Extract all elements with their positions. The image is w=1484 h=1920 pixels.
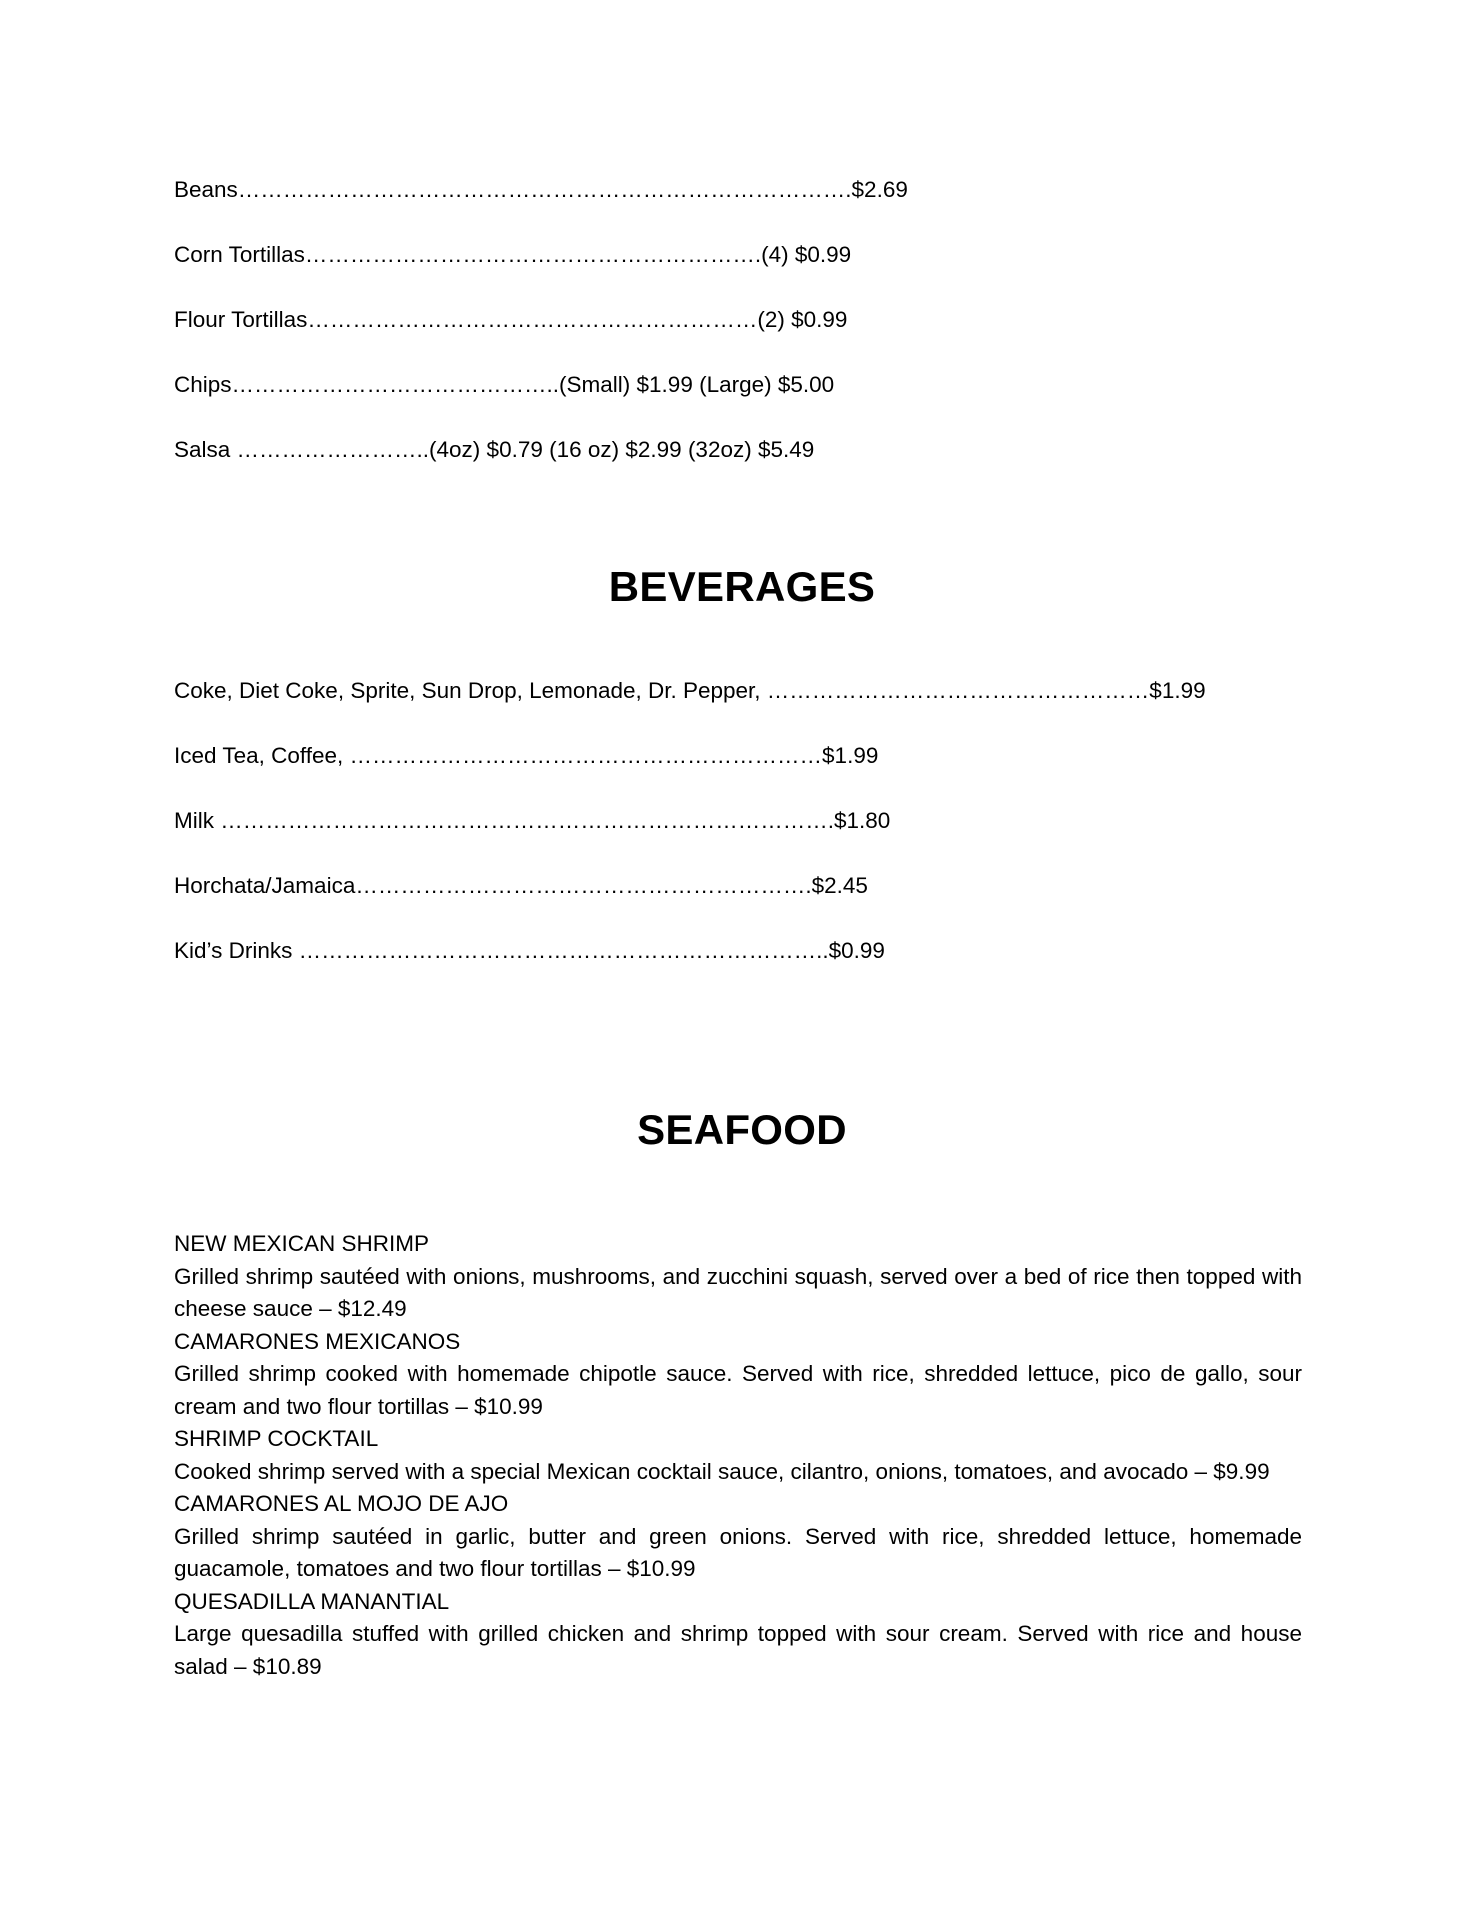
- beverage-item-kids-drinks: Kid’s Drinks ……………………………………………………………..$0.99: [174, 938, 885, 963]
- seafood-item-title: CAMARONES MEXICANOS: [174, 1328, 461, 1354]
- seafood-item-title: SHRIMP COCKTAIL: [174, 1426, 379, 1451]
- beverages-heading: BEVERAGES: [608, 563, 876, 610]
- sides-item-chips: Chips……………………………………..(Small) $1.99 (Large) $5.00: [174, 372, 835, 397]
- seafood-heading: SEAFOOD: [637, 1106, 847, 1153]
- seafood-item: [174, 1423, 1302, 1488]
- sides-item-flour-tortillas: Flour Tortillas……………………………………………………(2) $0.99: [174, 307, 848, 332]
- beverage-item-tea-coffee: Iced Tea, Coffee, ………………………………………………………$1.99: [174, 743, 879, 768]
- sides-item-beans: Beans……………………………………………………………………….$2.69: [174, 177, 908, 202]
- sides-item-salsa: Salsa ……………………..(4oz) $0.79 (16 oz) $2.99 (32oz) $5.49: [174, 437, 815, 462]
- beverage-item-milk: Milk ……………………………………………………………………….$1.80: [174, 808, 891, 833]
- seafood-item: [174, 1326, 1302, 1424]
- seafood-list: [174, 1228, 1302, 1683]
- seafood-item-description: Grilled shrimp sautéed in garlic, butter and green onions. Served with rice, shredded lettuce, homemade guacamole, tomatoes and two flour tortillas – $10.99: [174, 1523, 1302, 1581]
- beverage-item-sodas: Coke, Diet Coke, Sprite, Sun Drop, Lemonade, Dr. Pepper, ……………………………………………$1.99: [174, 678, 1206, 703]
- seafood-item-description: Grilled shrimp cooked with homemade chipotle sauce. Served with rice, shredded lettuce, pico de gallo, sour cream and two flour tortillas – $10.99: [174, 1361, 1302, 1419]
- seafood-item-title: QUESADILLA MANANTIAL: [174, 1588, 450, 1614]
- seafood-item-description: Cooked shrimp served with a special Mexican cocktail sauce, cilantro, onions, tomatoes, and avocado – $9.99: [174, 1458, 1270, 1484]
- seafood-item: [174, 1488, 1302, 1586]
- sides-item-corn-tortillas: Corn Tortillas…………………………………………………….(4) $0.99: [174, 242, 852, 267]
- seafood-item-description: Grilled shrimp sautéed with onions, mushrooms, and zucchini squash, served over a bed of rice then topped with cheese sauce – $12.49: [174, 1263, 1302, 1321]
- seafood-item-title: CAMARONES AL MOJO DE AJO: [174, 1491, 509, 1516]
- beverage-item-horchata: Horchata/Jamaica…………………………………………………….$2.45: [174, 873, 868, 898]
- seafood-item: [174, 1586, 1302, 1684]
- seafood-item: [174, 1228, 1302, 1326]
- seafood-item-description: Large quesadilla stuffed with grilled chicken and shrimp topped with sour cream. Served with rice and house salad – $10.89: [174, 1621, 1302, 1679]
- seafood-item-title: NEW MEXICAN SHRIMP: [174, 1231, 430, 1256]
